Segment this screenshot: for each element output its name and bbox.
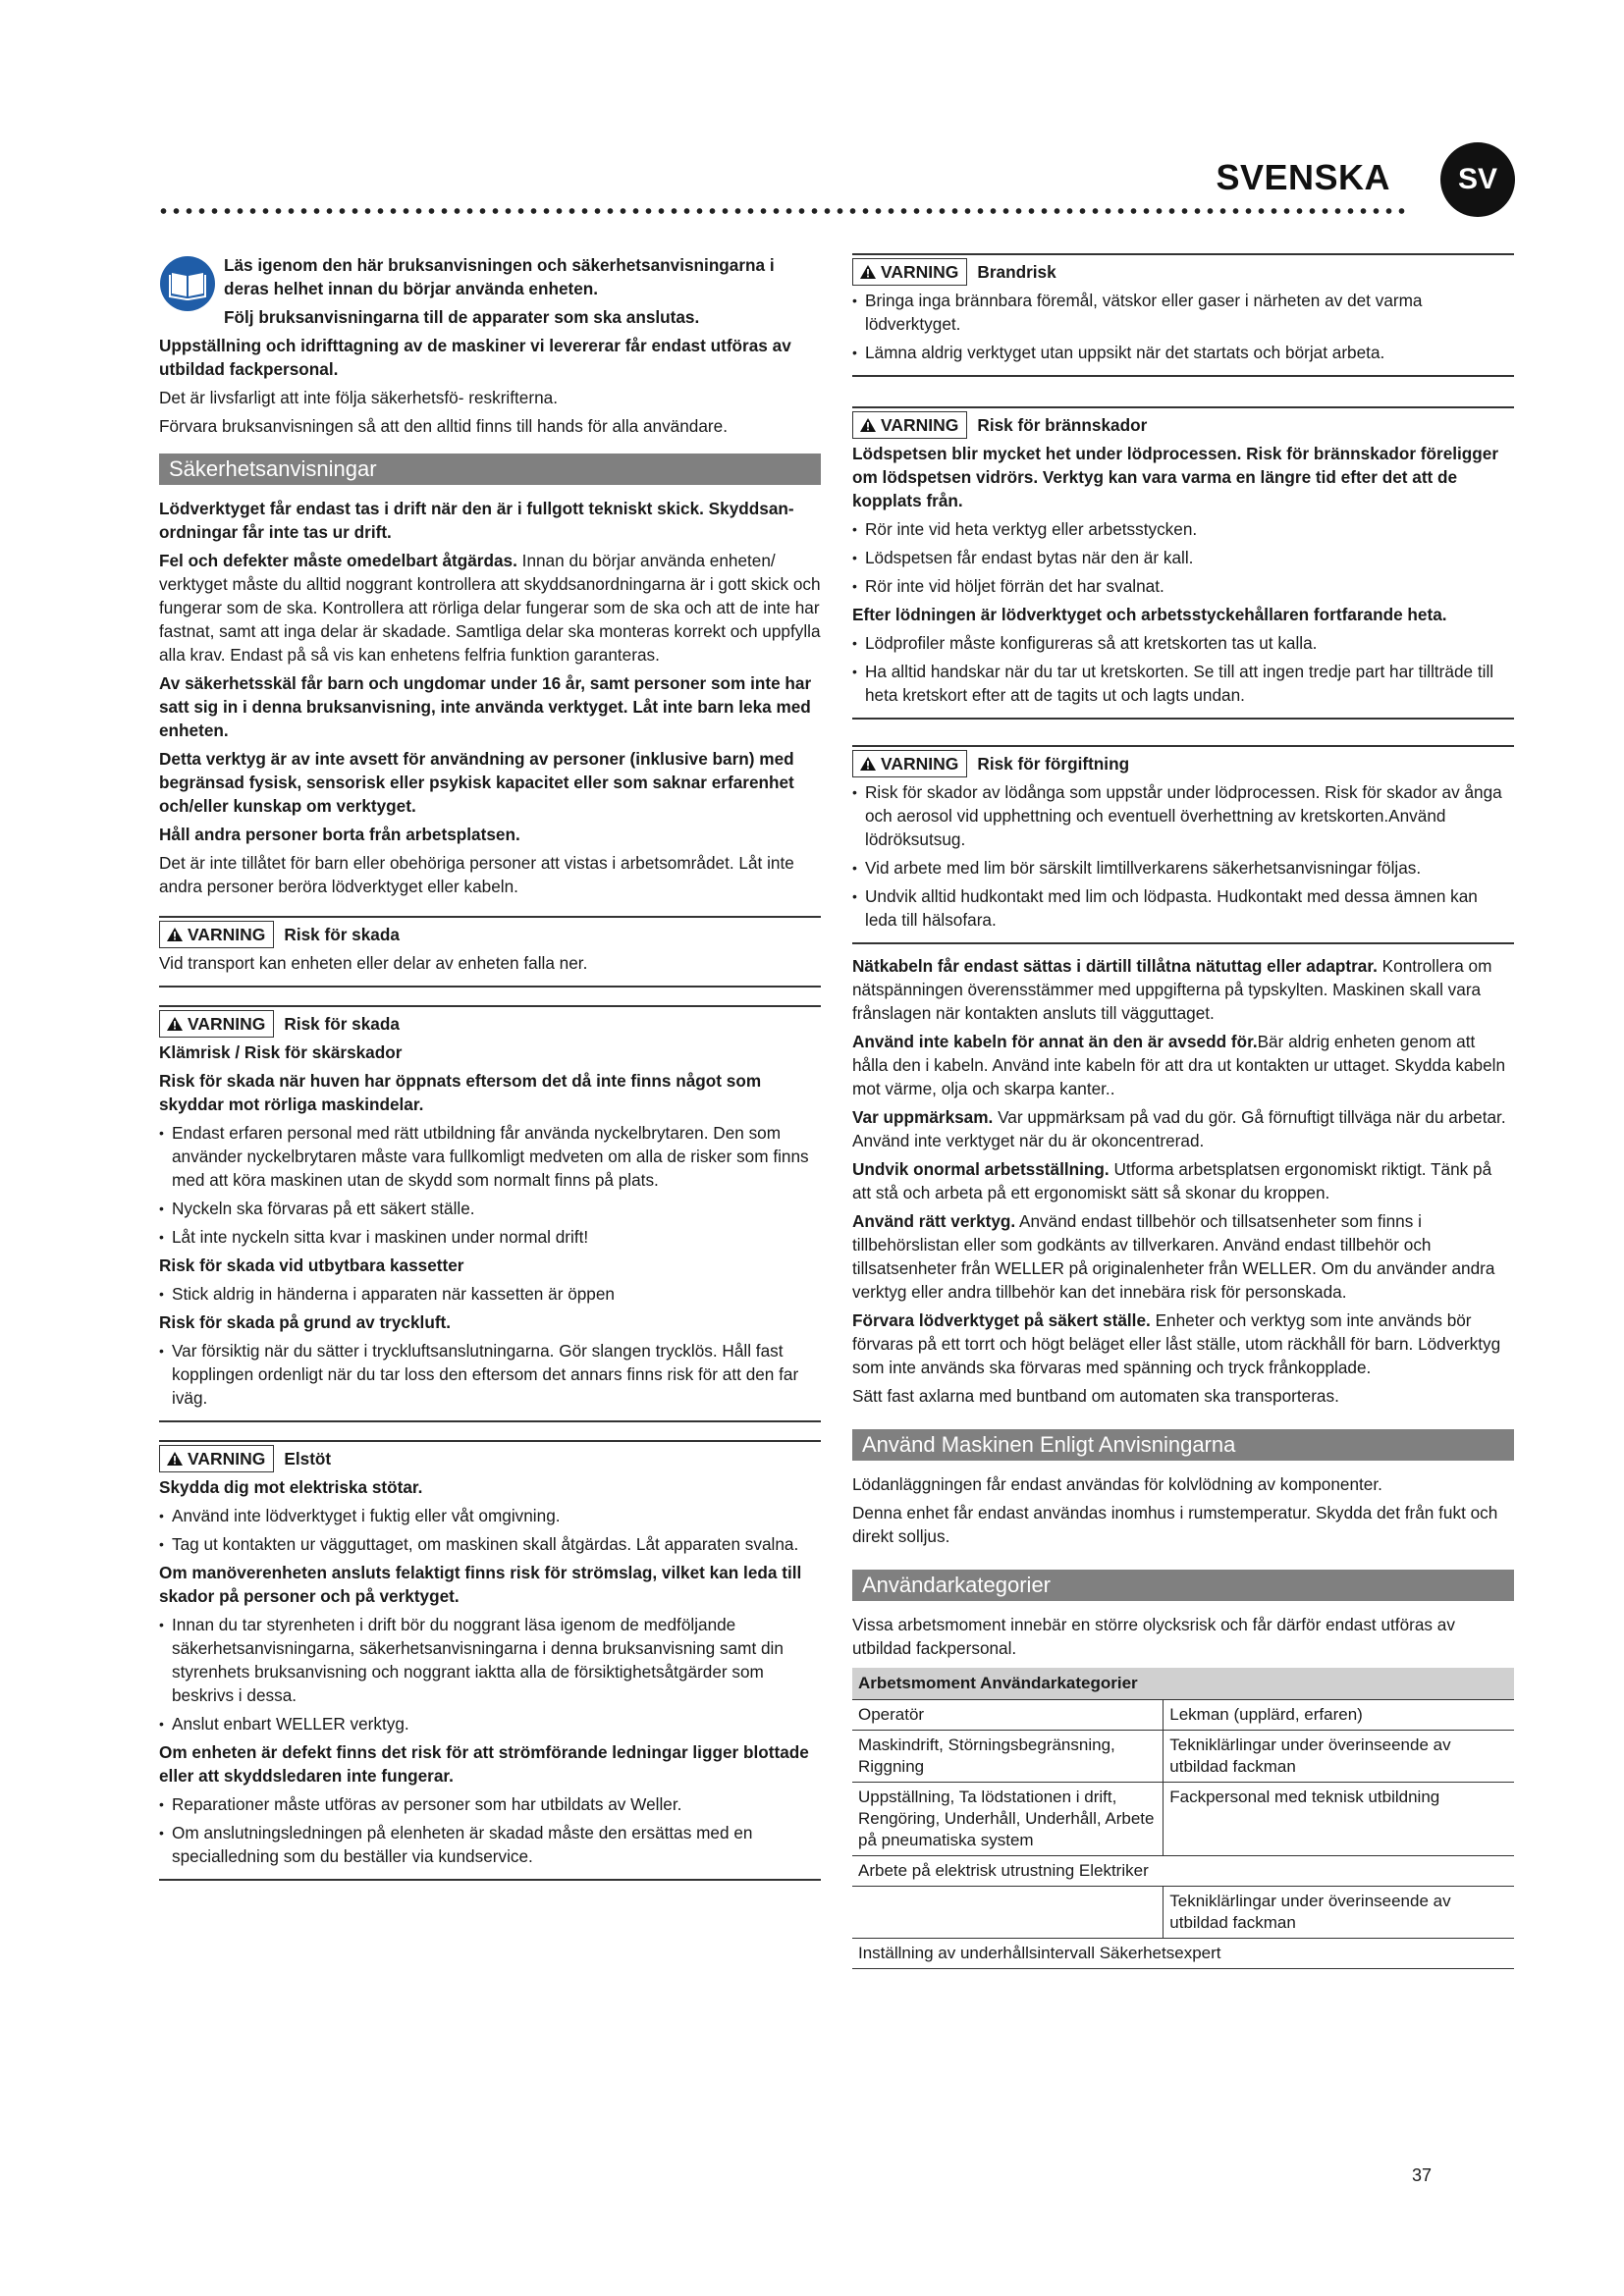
list-item: • Lödspetsen får endast bytas när den är kall.	[852, 546, 1514, 569]
left-column	[159, 253, 821, 1891]
list-item: • Anslut enbart WELLER verktyg.	[159, 1712, 821, 1735]
dotted-divider	[157, 206, 1406, 216]
safety-para-4: Detta verktyg är av inte avsett för användning av personer (inklusive barn) med begränsad fysisk, sensorisk eller psykisk kapacitet eller som saknar erfarenhet och/eller kunskap om verktyget.	[159, 749, 794, 816]
manual-book-icon	[159, 255, 216, 312]
warning-title: Brandrisk	[977, 262, 1056, 282]
page-number: 37	[1411, 2165, 1432, 2185]
table-row	[852, 1700, 1514, 1731]
warning-label: VARNING	[159, 1445, 274, 1472]
safety-para-6: Det är inte tillåtet för barn eller obehöriga personer att vistas i arbetsområdet. Låt inte andra personer beröra lödverktyget eller kabeln.	[159, 853, 794, 896]
warning-list	[159, 1792, 821, 1868]
table-cell: Lekman (upplärd, erfaren)	[1164, 1700, 1514, 1731]
general-para-3: Var uppmärksam. Var uppmärksam på vad du gör. Gå förnuftigt tillväga när du arbetar. Använd inte verktyget när du är okoncentrerad.	[852, 1107, 1506, 1150]
table-cell: Fackpersonal med teknisk utbildning	[1164, 1783, 1514, 1856]
warning-subheading: Risk för skada vid utbytbara kassetter	[159, 1255, 464, 1275]
intro-read-manual: Läs igenom den här bruksanvisningen och säkerhetsanvisningarna i deras helhet innan du börjar använda enheten.	[224, 255, 775, 298]
warning-triangle-icon	[166, 927, 184, 942]
warning-fire	[852, 253, 1514, 377]
table-row	[852, 1856, 1514, 1887]
table-cell: Maskindrift, Störningsbegränsning, Riggning	[852, 1731, 1164, 1783]
warning-list	[852, 780, 1514, 932]
warning-subheading: Om manöverenheten ansluts felaktigt finns risk för strömslag, vilket kan leda till skador på personer och på verktyget.	[159, 1563, 802, 1606]
list-item: • Risk för skador av lödånga som uppstår under lödprocessen. Risk för skador av ånga och aerosol vid upphettning och eventuell överhettning av kretskorten.Använd lödröksutsug.	[852, 780, 1514, 851]
general-para-1: Nätkabeln får endast sättas i därtill tillåtna nätuttag eller adaptrar. Kontrollera om nätspänningen överensstämmer med uppgifterna på typskylten. Maskinen skall vara frånslagen när kontakten ansluts till vägguttaget.	[852, 956, 1492, 1023]
warning-subheading: Klämrisk / Risk för skärskador	[159, 1042, 403, 1062]
list-item: • Endast erfaren personal med rätt utbildning får använda nyckelbrytaren. Den som använder nyckelbrytaren måste vara fullkomligt medveten om alla de risker som finns med att köra maskinen utan de skydd som normalt finns på plats.	[159, 1121, 821, 1192]
table-row	[852, 1731, 1514, 1783]
table-cell: Uppställning, Ta lödstationen i drift, Rengöring, Underhåll, Underhåll, Arbete på pneumatiska system	[852, 1783, 1164, 1856]
warning-list	[159, 1282, 821, 1306]
general-para-2: Använd inte kabeln för annat än den är avsedd för.Bär aldrig enheten genom att hålla den i kabeln. Använd inte kabeln för att dra ut kontakten ur uttaget. Skydda kabeln mot värme, olja och skarpa kanter..	[852, 1032, 1506, 1098]
list-item: • Reparationer måste utföras av personer som har utbildats av Weller.	[159, 1792, 821, 1816]
warning-triangle-icon	[166, 1016, 184, 1032]
list-item: • Om anslutningsledningen på elenheten är skadad måste den ersättas med en specialledning som du beställer via kundservice.	[159, 1821, 821, 1868]
table-row	[852, 1887, 1514, 1939]
safety-para-5: Håll andra personer borta från arbetsplatsen.	[159, 825, 520, 844]
list-item: • Använd inte lödverktyget i fuktig eller våt omgivning.	[159, 1504, 821, 1527]
table-cell	[852, 1887, 1164, 1939]
list-item: • Stick aldrig in händerna i apparaten när kassetten är öppen	[159, 1282, 821, 1306]
list-item: • Rör inte vid höljet förrän det har svalnat.	[852, 574, 1514, 598]
warning-triangle-icon	[859, 264, 877, 280]
intro-block	[159, 253, 821, 334]
intro-qualified-staff: Uppställning och idrifttagning av de maskiner vi levererar får endast utföras av utbildad fackpersonal.	[159, 336, 791, 379]
categories-heading: Användarkategorier	[852, 1570, 1514, 1601]
list-item: • Vid arbete med lim bör särskilt limtillverkarens säkerhetsanvisningar följas.	[852, 856, 1514, 880]
usage-heading: Använd Maskinen Enligt Anvisningarna	[852, 1429, 1514, 1461]
right-column	[852, 253, 1514, 1969]
warning-subheading: Lödspetsen blir mycket het under lödprocessen. Risk för brännskador föreligger om lödspetsen vidrörs. Verktyg kan vara varma en längre tid efter det att de kopplats från.	[852, 444, 1499, 510]
list-item: • Lödprofiler måste konfigureras så att kretskorten tas ut kalla.	[852, 631, 1514, 655]
list-item: • Tag ut kontakten ur vägguttaget, om maskinen skall åtgärdas. Låt apparaten svalna.	[159, 1532, 821, 1556]
warning-title: Risk för skada	[284, 1014, 400, 1034]
warning-subheading: Skydda dig mot elektriska stötar.	[159, 1477, 423, 1497]
list-item: • Bringa inga brännbara föremål, vätskor eller gaser i närheten av det varma lödverktyget.	[852, 289, 1514, 336]
warning-list	[159, 1339, 821, 1410]
warning-title: Risk för brännskador	[977, 415, 1148, 435]
usage-para-1: Lödanläggningen får endast användas för kolvlödning av komponenter.	[852, 1474, 1382, 1494]
list-item: • Undvik alltid hudkontakt med lim och lödpasta. Hudkontakt med dessa ämnen kan leda till hälsofara.	[852, 884, 1514, 932]
table-row	[852, 1939, 1514, 1969]
warning-title: Risk för förgiftning	[977, 754, 1130, 774]
list-item: • Nyckeln ska förvaras på ett säkert ställe.	[159, 1197, 821, 1220]
warning-list	[159, 1504, 821, 1556]
warning-list	[852, 289, 1514, 364]
categories-para-1: Vissa arbetsmoment innebär en större olycksrisk och får därför endast utföras av utbildad fackpersonal.	[852, 1615, 1455, 1658]
general-para-4: Undvik onormal arbetsställning. Utforma arbetsplatsen ergonomiskt riktigt. Tänk på att stå och arbeta på ett ergonomiskt sätt så skonar du kroppen.	[852, 1159, 1492, 1202]
warning-title: Risk för skada	[284, 925, 400, 944]
safety-para-2: Fel och defekter måste omedelbart åtgärdas. Innan du börjar använda enheten/ verktyget måste du alltid noggrant kontrollera att skyddsanordningarna är i gott skick och fungerar som de ska. Kontrollera att rörliga delar fungerar som de ska och att de inte har fastnat, samt att inga delar är skadade. Samtliga delar ska monteras korrekt och uppfylla alla krav. Endast på så vis kan enhetens felfria funktion garanteras.	[159, 551, 821, 665]
warning-subheading: Risk för skada när huven har öppnats eftersom det då inte finns något som skyddar mot rörliga maskindelar.	[159, 1071, 762, 1114]
table-cell: Operatör	[852, 1700, 1164, 1731]
warning-label: VARNING	[852, 258, 967, 286]
table-cell: Inställning av underhållsintervall Säkerhetsexpert	[852, 1939, 1514, 1969]
list-item: • Ha alltid handskar när du tar ut kretskorten. Se till att ingen tredje part har tillträde till heta kretskort efter att de tagits ut och lagts undan.	[852, 660, 1514, 707]
language-title: SVENSKA	[1216, 157, 1390, 197]
warning-list	[159, 1121, 821, 1249]
general-para-7: Sätt fast axlarna med buntband om automaten ska transporteras.	[852, 1386, 1339, 1406]
table-cell: Tekniklärlingar under överinseende av utbildad fackman	[1164, 1887, 1514, 1939]
warning-label: VARNING	[852, 750, 967, 777]
safety-para-1: Lödverktyget får endast tas i drift när den är i fullgott tekniskt skick. Skyddsan-ordningar får inte tas ur drift.	[159, 499, 794, 542]
warning-list	[852, 517, 1514, 598]
warning-electric-shock	[159, 1440, 821, 1881]
safety-para-3: Av säkerhetsskäl får barn och ungdomar under 16 år, samt personer som inte har satt sig in i denna bruksanvisning, inte använda verktyget. Låt inte barn leka med enheten.	[159, 673, 812, 740]
general-para-6: Förvara lödverktyget på säkert ställe. Enheter och verktyg som inte används bör förvaras på ett torrt och högt beläget eller låst ställe, utom räckhåll för barn. Lödverktyg som inte används ska förvaras med spänning och tryck frånkopplade.	[852, 1310, 1501, 1377]
table-header: Arbetsmoment Användarkategorier	[852, 1668, 1514, 1700]
warning-list	[852, 631, 1514, 707]
table-cell: Tekniklärlingar under överinseende av utbildad fackman	[1164, 1731, 1514, 1783]
list-item: • Var försiktig när du sätter i tryckluftsanslutningarna. Gör slangen trycklös. Håll fast kopplingen ordenligt när du tar loss den eftersom det annars finns risk för att den far iväg.	[159, 1339, 821, 1410]
warning-injury-crush	[159, 1005, 821, 1422]
list-item: • Innan du tar styrenheten i drift bör du noggrant läsa igenom de medföljande säkerhetsanvisningarna, säkerhetsanvisningarna i denna bruksanvisning samt din styrenhets bruksanvisning och noggrant iaktta alla de försiktighetsåtgärder som beskrivs i dessa.	[159, 1613, 821, 1707]
warning-label: VARNING	[852, 411, 967, 439]
warning-subheading: Efter lödningen är lödverktyget och arbetsstyckehållaren fortfarande heta.	[852, 605, 1447, 624]
warning-injury-transport	[159, 916, 821, 988]
warning-label: VARNING	[159, 921, 274, 948]
table-cell: Arbete på elektrisk utrustning Elektriker	[852, 1856, 1514, 1887]
warning-burns	[852, 406, 1514, 720]
table-row	[852, 1783, 1514, 1856]
warning-subheading: Risk för skada på grund av tryckluft.	[159, 1312, 452, 1332]
intro-follow-instructions: Följ bruksanvisningarna till de apparater som ska anslutas.	[224, 307, 700, 327]
warning-subheading: Om enheten är defekt finns det risk för att strömförande ledningar ligger blottade eller att skyddsledaren inte fungerar.	[159, 1742, 809, 1786]
warning-title: Elstöt	[284, 1449, 332, 1468]
warning-text: Vid transport kan enheten eller delar av enheten falla ner.	[159, 953, 588, 973]
safety-heading: Säkerhetsanvisningar	[159, 454, 821, 485]
list-item: • Låt inte nyckeln sitta kvar i maskinen under normal drift!	[159, 1225, 821, 1249]
warning-triangle-icon	[859, 756, 877, 772]
warning-list	[159, 1613, 821, 1735]
warning-triangle-icon	[166, 1451, 184, 1467]
warning-triangle-icon	[859, 417, 877, 433]
intro-danger-text: Det är livsfarligt att inte följa säkerhetsfö- reskrifterna.	[159, 388, 558, 407]
warning-poisoning	[852, 745, 1514, 944]
warning-label: VARNING	[159, 1010, 274, 1038]
usage-para-2: Denna enhet får endast användas inomhus i rumstemperatur. Skydda det från fukt och direkt solljus.	[852, 1503, 1498, 1546]
list-item: • Lämna aldrig verktyget utan uppsikt när det startats och börjat arbeta.	[852, 341, 1514, 364]
general-para-5: Använd rätt verktyg. Använd endast tillbehör och tillsatsenheter som finns i tillbehörslistan eller som godkänts av tillverkaren. Använd endast tillbehör och tillsatsenheter från WELLER på originalenheter från WELLER. Om du använder andra verktyg eller andra tillbehör kan det innebära risk för personskada.	[852, 1211, 1495, 1302]
user-categories-table	[852, 1668, 1514, 1969]
list-item: • Rör inte vid heta verktyg eller arbetsstycken.	[852, 517, 1514, 541]
intro-keep-manual: Förvara bruksanvisningen så att den alltid finns till hands för alla användare.	[159, 416, 728, 436]
language-badge: SV	[1440, 142, 1515, 217]
